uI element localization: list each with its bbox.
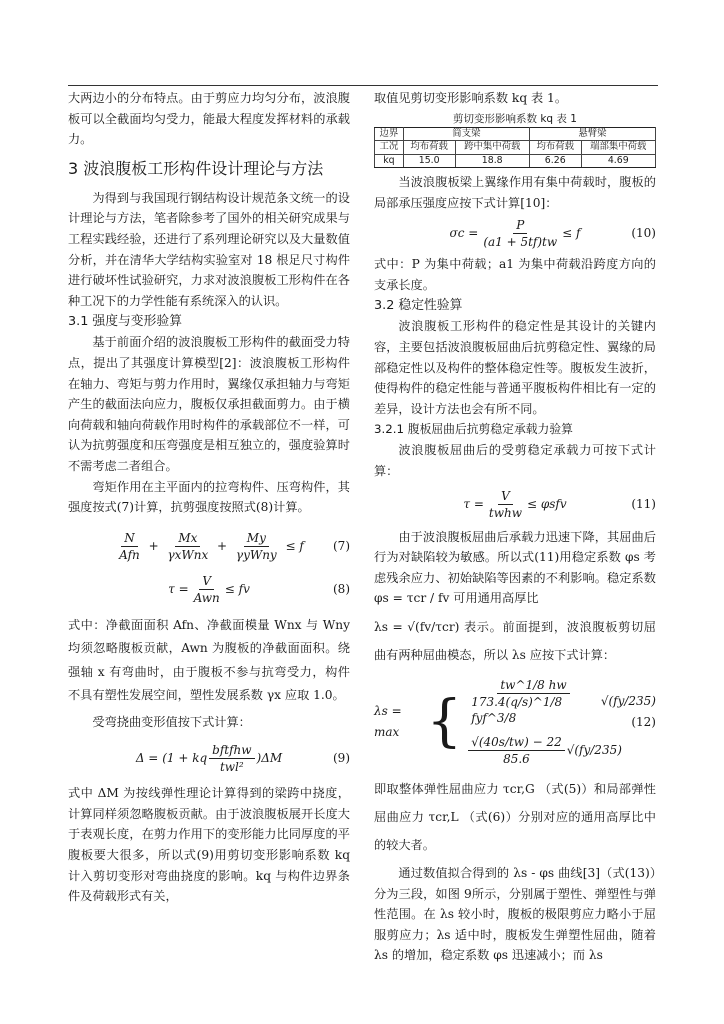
equation-number: (7) xyxy=(333,538,350,553)
eq8-explanation: 式中：净截面面积 Afn、净截面模量 Wnx 与 Wny 均须忽略腹板贡献，Awn 为腹板的净截面面积。绕强轴 x 有弯曲时，由于腹板不参与抗弯受力，构件不具有塑性发展空间，塑性发展系数 γx 应取 1.0。 xyxy=(68,617,350,703)
right-column xyxy=(374,88,656,966)
eq12-explanation: 即取整体弹性屈曲应力 τcr,G （式(5)）和局部弹性屈曲应力 τcr,L （式(6)）分别对应的通用高厚比中的较大者。 xyxy=(374,782,656,852)
equation-9: Δ = (1 + kq $\frac{\text{bftfhw}}{\text{twl²}}$ )ΔM (9) xyxy=(135,743,350,775)
deflection-intro: 受弯挠曲变形值按下式计算： xyxy=(92,714,251,729)
subsection-3-2-title: 3.2 稳定性验算 xyxy=(374,298,463,314)
section-paragraph: 为得到与我国现行钢结构设计规范条文统一的设计理论与方法，笔者除参考了国外的相关研究成果与工程实践经验，还进行了系列理论研究以及大量数值分析，并在清华大学结构实验室对 18 根足尺寸构件进行破坏性试验研究，力求对波浪腹板工形构件在各种工况下的力学性能有系统深入的认识。 xyxy=(68,190,350,308)
section-title: 3 波浪腹板工形构件设计理论与方法 xyxy=(68,158,324,178)
equation-7: $\frac{N}{\text{Afn}}$ + $\frac{Mx}{\text{γxWnx}}$ + $\frac{My}{\text{γyWny}}$ ≤ f (7) xyxy=(119,530,350,562)
equation-number: (12) xyxy=(631,714,656,729)
buckling-intro: 波浪腹板屈曲后的受剪稳定承载力可按下式计算： xyxy=(374,443,656,479)
equation-number: (11) xyxy=(631,496,656,511)
strength-model-paragraph: 基于前面介绍的波浪腹板工形构件的截面受力特点，提出了其强度计算模型[2]：波浪腹板工形构件在轴力、弯矩与剪力作用时，翼缘仅承担轴力与弯矩产生的截面法向应力，腹板仅承担截面剪力。由于横向荷载和轴向荷载作用时构件的承载部位不一样，可认为抗剪强度和压弯强度是相互独立的，强度验算时不需考虑二者组合。 xyxy=(68,335,350,473)
bending-paragraph: 弯矩作用在主平面内的拉弯构件、压弯构件，其强度按式(7)计算，抗剪强度按照式(8)计算。 xyxy=(68,479,350,515)
local-bearing-paragraph: 当波浪腹板梁上翼缘作用有集中荷载时，腹板的局部承压强度应按下式计算[10]： xyxy=(374,175,656,210)
table-row: 工况 均布荷载 跨中集中荷载 均布荷载 端部集中荷载 xyxy=(375,141,656,155)
equation-number: (8) xyxy=(333,581,350,596)
stability-paragraph: 波浪腹板工形构件的稳定性是其设计的关键内容，主要包括波浪腹板屈曲后抗剪稳定性、翼缘的局部稳定性以及构件的整体稳定性等。腹板发生波折，使得构件的稳定性能与普通平腹板构件相比有一定的差异，设计方法也会有所不同。 xyxy=(374,319,656,416)
shear-coefficient-table xyxy=(374,127,656,169)
equation-12: λs = max { $\frac{tw\^{}1/8 hw}{\text{173.4(q/s)\textasciicircum{}1/8 fyf\textasciicircum{}3/8}}$ √(fy/235) $\frac{√(40s/tw) - 22}{85.6}$ √(fy/235) (12) xyxy=(374,678,656,766)
stability-coefficient-paragraph: 由于波浪腹板屈曲后承载力迅速下降，其屈曲后行为对缺陷较为敏感。所以式(11)用稳定系数 φs 考虑残余应力、初始缺陷等因素的不利影响。稳定系数 φs = τcr / fv 可用通用高厚比 xyxy=(374,529,656,606)
table-row: kq 15.0 18.8 6.26 4.69 xyxy=(375,154,656,168)
subsection-3-2-1-title: 3.2.1 腹板屈曲后抗剪稳定承载力验算 xyxy=(374,422,573,437)
brace-symbol: { xyxy=(426,689,463,754)
curve-paragraph: 通过数值拟合得到的 λs - φs 曲线[3]（式(13)）分为三段，如图 9所示，分别属于塑性、弹塑性与弹性范围。在 λs 较小时，腹板的极限剪应力略小于屈服剪应力；λs 适中时，腹板发生弹塑性屈曲，随着 λs 的增加，稳定系数 φs 迅速减小；而 λs xyxy=(374,866,656,963)
deflection-paragraph: 式中 ΔM 为按线弹性理论计算得到的梁跨中挠度，计算同样须忽略腹板贡献。由于波浪腹板展开长度大于表观长度，在剪力作用下的变形能力比同厚度的平腹板要大很多，所以式(9)用剪切变形影响系数 kq 计入剪切变形对弯曲挠度的影响。kq 与构件边界条件及荷载形式有关， xyxy=(68,786,350,904)
eq12-cases: $\frac{tw\^{}1/8 hw}{\text{173.4(q/s)\textasciicircum{}1/8 fyf\textasciicircum{}3/8}}$ √(fy/235) $\frac{√(40s/tw) - 22}{85.6}$ √(fy/235) xyxy=(466,677,656,767)
equation-10: σc = $\frac{P}{(a1 + 5tf)tw}$ ≤ f (10) xyxy=(449,218,656,250)
eq10-explanation: 式中：P 为集中荷载；a1 为集中荷载沿跨度方向的支承长度。 xyxy=(374,257,656,292)
equation-number: (9) xyxy=(333,751,350,766)
equation-number: (10) xyxy=(631,226,656,241)
header-rule xyxy=(68,85,658,86)
table-caption: 剪切变形影响系数 kq 表 1 xyxy=(453,112,577,125)
table-row: 边界 简支梁 悬臂梁 xyxy=(375,127,656,141)
left-column xyxy=(68,88,350,907)
subsection-3-1-title: 3.1 强度与变形验算 xyxy=(68,314,182,330)
equation-11: τ = $\frac{V}{\text{twhw}}$ ≤ φsfv (11) xyxy=(463,488,656,520)
equation-8: τ = $\frac{V}{\text{Awn}}$ ≤ fv (8) xyxy=(168,573,350,605)
slenderness-paragraph: λs = √(fv/τcr) 表示。前面提到，波浪腹板剪切屈曲有两种屈曲模态，所以 λs 应按下式计算： xyxy=(374,620,656,662)
table-reference: 取值见剪切变形影响系数 kq 表 1。 xyxy=(374,91,568,105)
intro-paragraph: 大两边小的分布特点。由于剪应力均匀分布，波浪腹板可以全截面均匀受力，能最大程度发挥材料的承载力。 xyxy=(68,91,350,147)
